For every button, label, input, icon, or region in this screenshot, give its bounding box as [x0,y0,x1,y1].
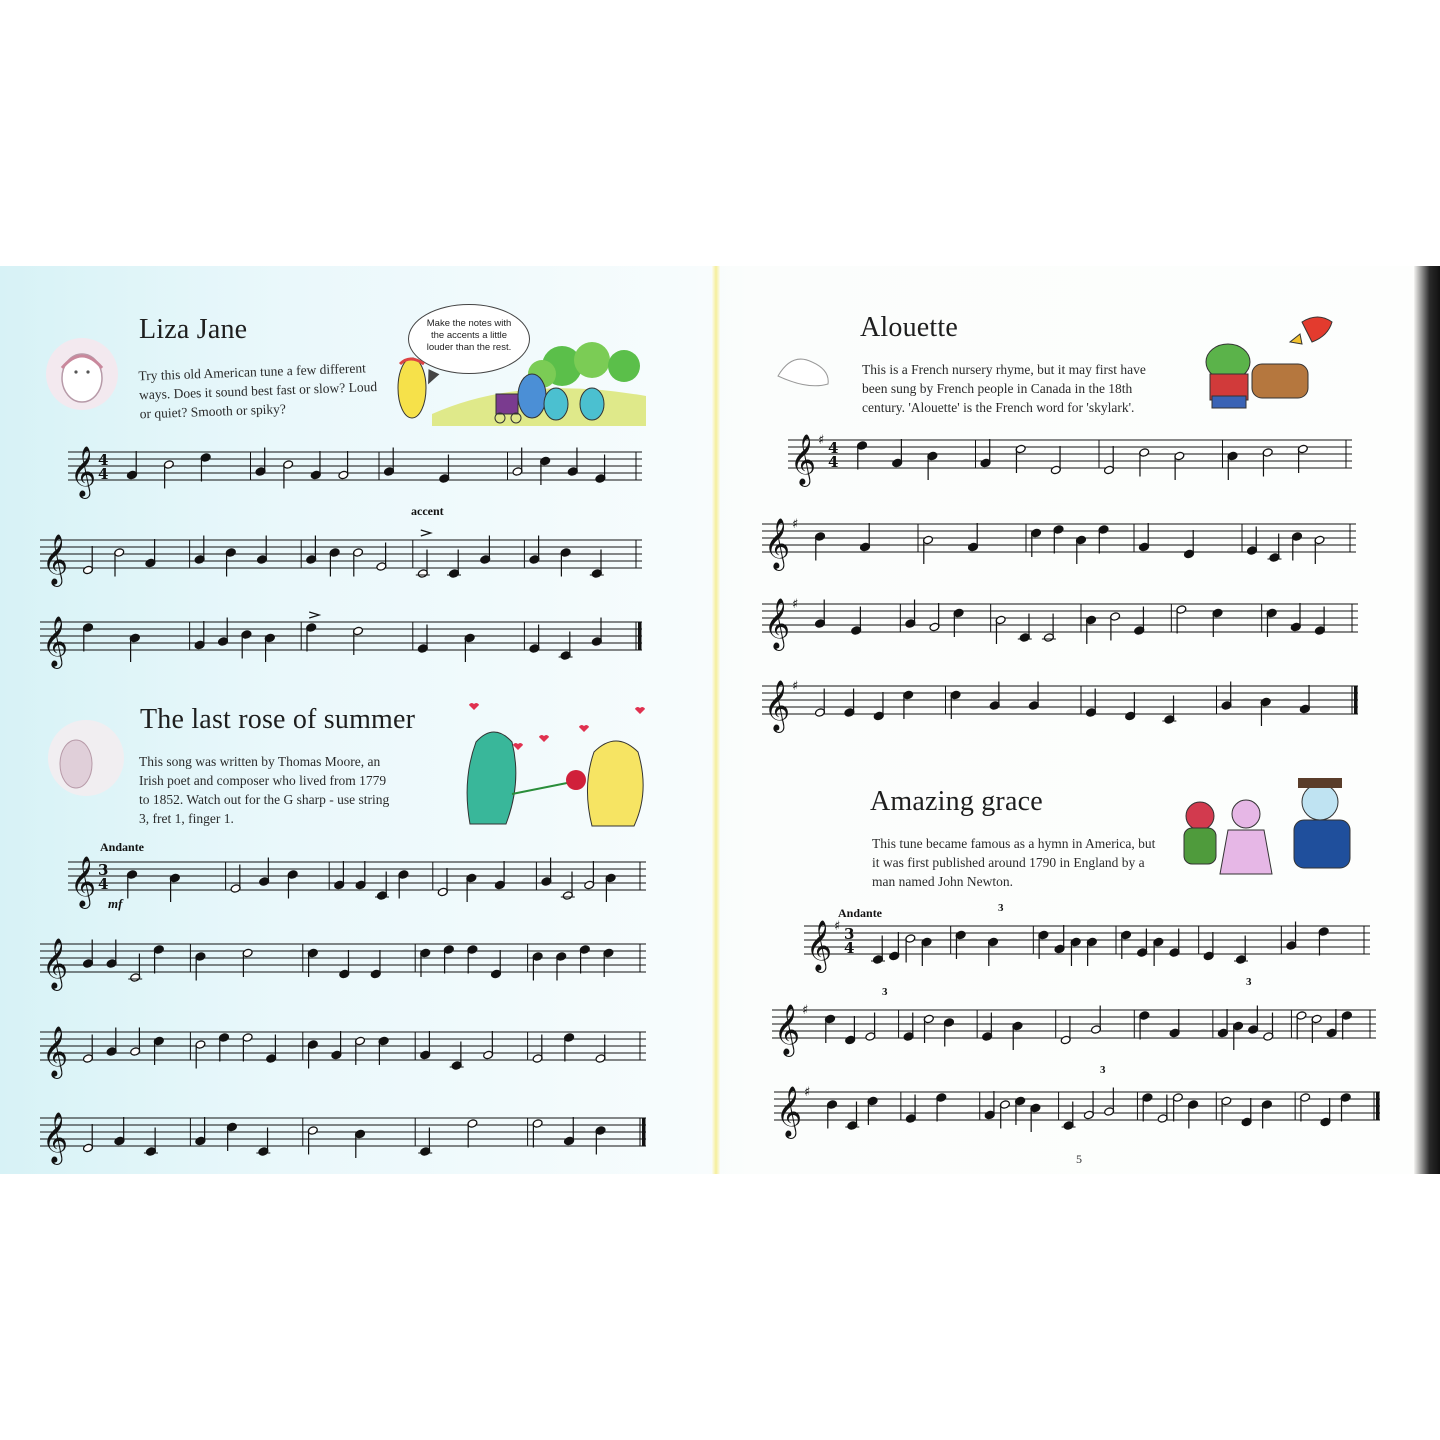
key-sharp: ♯ [792,517,799,532]
treble-clef: 𝄞 [764,680,791,731]
time-signature-bottom: 4 [98,465,109,483]
key-sharp: ♯ [834,919,841,934]
treble-clef: 𝄞 [42,1026,69,1077]
speech-bubble-text: Make the notes with the accents a little louder than the rest. [426,318,512,353]
treble-clef: 𝄞 [790,434,817,485]
page-number: 5 [1076,1152,1082,1166]
time-signature-top: 4 [98,451,109,469]
treble-clef: 𝄞 [764,518,791,569]
treble-clef: 𝄞 [774,1004,801,1055]
book-gutter [712,266,720,1174]
triplet-mark-1: 3 [998,902,1004,914]
amazing-grace-staff-3 [774,1078,1380,1137]
liza-jane-staff-3 [40,608,642,667]
ghost-portrait-illustration [46,718,126,798]
amazing-grace-staff-1 [804,912,1370,971]
final-bar-line [1354,686,1358,714]
right-page [724,266,1424,1174]
accent-label: accent [411,504,444,518]
treble-clef: 𝄞 [42,616,69,667]
treble-clef: 𝄞 [70,856,97,907]
accent-mark [309,612,319,618]
rose-couple-illustration [454,702,654,832]
last-rose-staff-1 [68,848,646,907]
key-sharp: ♯ [792,597,799,612]
triplet-mark-2: 3 [882,986,888,998]
key-sharp: ♯ [804,1085,811,1100]
treble-clef: 𝄞 [806,920,833,971]
amazing-grace-title: Amazing grace [870,786,1043,817]
liza-jane-staff-1 [68,438,642,497]
liza-jane-intro: Try this old American tune a few different ways. Does it sound best fast or slow? Loud or quiet? Smooth or spiky? [138,360,378,422]
alouette-staff-2 [762,510,1356,569]
book-spread [0,266,1440,1174]
pilgrims-illustration [1170,772,1360,882]
key-sharp: ♯ [802,1003,809,1018]
treble-clef: 𝄞 [42,1112,69,1163]
treble-clef: 𝄞 [42,938,69,989]
treble-clef: 𝄞 [42,534,69,585]
alouette-title: Alouette [860,312,959,343]
alouette-staff-1 [788,426,1352,485]
alouette-staff-4 [762,672,1358,731]
time-signature-bottom: 4 [828,453,839,471]
treble-clef: 𝄞 [764,598,791,649]
time-signature-top: 3 [844,925,855,943]
last-rose-title: The last rose of summer [140,704,416,735]
amazing-grace-staff-2 [772,996,1376,1055]
girl-portrait-illustration [44,336,120,412]
last-rose-staff-4 [40,1104,646,1163]
liza-jane-staff-2 [40,526,642,585]
time-signature-top: 3 [98,861,109,879]
time-signature-top: 4 [828,439,839,457]
treble-clef: 𝄞 [70,446,97,497]
time-signature-bottom: 4 [98,875,109,893]
amazing-grace-intro: This tune became famous as a hymn in America, but it was first published around 1790 in England by a man named John Newton. [872,836,1156,889]
final-bar-line [642,1118,646,1146]
lumberjack-illustration [1192,314,1352,414]
triplet-mark-3: 3 [1246,976,1252,988]
alouette-staff-3 [762,590,1358,649]
last-rose-dynamic: mf [108,896,123,911]
final-bar-line [638,622,642,650]
time-signature-bottom: 4 [844,939,855,957]
bird-sketch-illustration [774,352,834,392]
amazing-grace-tempo: Andante [838,906,883,920]
last-rose-intro: This song was written by Thomas Moore, an Irish poet and composer who lived from 1779 to 1852. Watch out for the G sharp - use string 3, fret 1, finger 1. [139,754,390,826]
triplet-mark-4: 3 [1100,1064,1106,1076]
last-rose-tempo: Andante [100,840,145,854]
key-sharp: ♯ [818,433,825,448]
park-scene-illustration [392,344,646,426]
accent-mark [421,530,431,536]
left-page [0,266,700,1174]
last-rose-staff-2 [40,930,646,989]
last-rose-staff-3 [40,1018,646,1077]
liza-jane-title: Liza Jane [139,314,248,345]
treble-clef: 𝄞 [776,1086,803,1137]
final-bar-line [1376,1092,1380,1120]
key-sharp: ♯ [792,679,799,694]
alouette-intro: This is a French nursery rhyme, but it may first have been sung by French people in Canada in the 18th century. 'Alouette' is the French word for 'skylark'. [862,362,1146,415]
